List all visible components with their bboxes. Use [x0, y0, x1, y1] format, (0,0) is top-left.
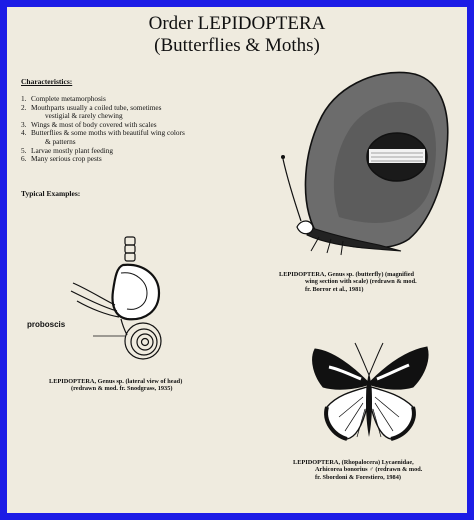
caption-line: fr. Borror et al., 1981)	[305, 285, 364, 293]
characteristics-heading: Characteristics:	[21, 77, 73, 86]
list-item	[21, 104, 241, 121]
item-number: 4.	[21, 128, 27, 138]
magnified-scale-section	[367, 133, 427, 181]
item-text-continuation: vestigial & rarely chewing	[45, 111, 123, 121]
item-text	[31, 104, 241, 121]
item-text-main: Complete metamorphosis	[31, 94, 106, 103]
item-text-main: Butterflies & some moths with beautiful wing colors	[31, 128, 185, 138]
item-number: 2.	[21, 102, 27, 112]
slide-page	[7, 7, 467, 513]
lycaenid-antennae	[355, 343, 383, 375]
caption-line: LEPIDOPTERA, Genus sp. (butterfly) (magnified	[279, 271, 415, 278]
title-line-2: (Butterflies & Moths)	[154, 35, 320, 56]
caption-line: wing section with scale) (redrawn & mod.	[305, 278, 417, 286]
item-number: 6.	[21, 154, 27, 164]
proboscis-coil	[121, 319, 161, 359]
lycaenid-butterfly-illustration	[303, 337, 435, 449]
caption-line: LEPIDOPTERA, Genus sp. (lateral view of head)	[49, 378, 183, 385]
caption-line: Arhicorea bonorius ♂ (redrawn & mod.	[315, 466, 423, 474]
list-item	[21, 129, 241, 146]
item-text-main: Larvae mostly plant feeding	[31, 145, 114, 155]
butterfly-antenna	[283, 159, 301, 221]
proboscis-label: proboscis	[27, 320, 66, 329]
head-capsule	[113, 265, 159, 319]
caption-line: fr. Sbordoni & Forestiero, 1984)	[315, 473, 401, 481]
head-lateral-illustration	[63, 235, 173, 365]
item-text-main: Mouthparts usually a coiled tube, sometimes	[31, 102, 162, 112]
caption-line: (redrawn & mod. fr. Snodgrass, 1935)	[71, 385, 173, 393]
butterfly-side-illustration	[279, 67, 451, 257]
title-line-1: Order LEPIDOPTERA	[148, 13, 326, 34]
item-number: 5.	[21, 145, 27, 155]
lycaenid-caption	[293, 459, 422, 481]
butterfly-caption	[279, 271, 417, 293]
item-number: 3.	[21, 119, 27, 129]
list-item	[21, 155, 241, 164]
characteristics-list	[21, 95, 241, 164]
butterfly-head	[297, 221, 313, 234]
item-text-main: Wings & most of body covered with scales	[31, 119, 157, 129]
item-number: 1.	[21, 94, 27, 103]
item-text-main: Many serious crop pests	[31, 154, 102, 164]
item-text-continuation: & patterns	[45, 136, 76, 146]
item-text	[31, 129, 241, 146]
typical-examples-heading: Typical Examples:	[21, 189, 81, 198]
item-text	[31, 155, 241, 164]
head-caption	[49, 378, 182, 393]
antenna-segments	[125, 237, 135, 261]
caption-line: LEPIDOPTERA, (Rhopalocera) Lycaenidae,	[293, 459, 414, 466]
page-title	[7, 13, 467, 57]
